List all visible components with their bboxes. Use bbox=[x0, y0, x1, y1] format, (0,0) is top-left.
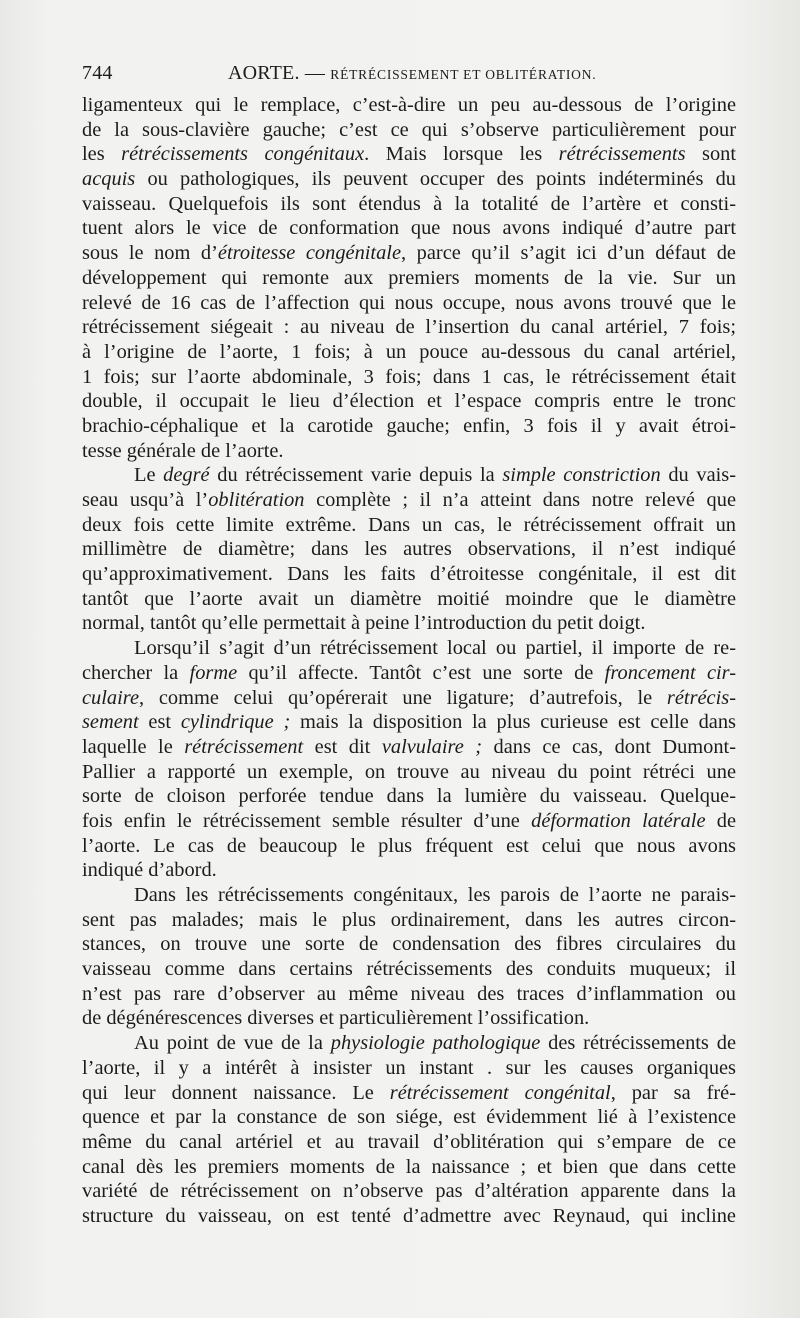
text-line bbox=[82, 389, 736, 414]
page-number: 744 bbox=[82, 62, 113, 84]
text-segment: qu’il affecte. Tantôt c’est une sorte de bbox=[237, 661, 605, 684]
text-segment: Pallier a rapporté un exemple, on trouve au niveau du point rétréci une bbox=[82, 760, 736, 783]
text-line bbox=[82, 957, 736, 982]
text-segment: développement qui remonte aux premiers moments de la vie. Sur un bbox=[82, 266, 736, 289]
text-segment: deux fois cette limite extrême. Dans un cas, le rétrécissement offrait un bbox=[82, 513, 736, 536]
text-segment: sont bbox=[685, 143, 736, 166]
text-line bbox=[82, 1031, 736, 1056]
text-line bbox=[82, 809, 736, 834]
italic-text: déformation latérale bbox=[531, 809, 706, 832]
text-segment: est bbox=[138, 711, 181, 734]
running-title: AORTE. bbox=[228, 62, 300, 84]
text-line bbox=[82, 908, 736, 933]
text-line bbox=[82, 414, 736, 439]
text-line bbox=[82, 241, 736, 266]
text-segment: Dans les rétrécissements congénitaux, les parois de l’aorte ne parais- bbox=[134, 884, 736, 906]
text-line bbox=[82, 562, 736, 587]
text-segment: qui leur donnent naissance. Le bbox=[82, 1081, 390, 1104]
text-line bbox=[82, 1179, 736, 1204]
text-segment: ou pathologiques, ils peuvent occuper des points indéterminés du bbox=[135, 168, 736, 191]
text-line bbox=[82, 266, 736, 291]
text-segment: quence et par la constance de son siége, est évidemment lié à l’existence bbox=[82, 1106, 736, 1129]
text-segment: seau usqu’à l’ bbox=[82, 489, 209, 511]
italic-text: étroitesse congénitale bbox=[217, 242, 402, 265]
text-line bbox=[82, 686, 736, 711]
text-segment: est dit bbox=[303, 735, 382, 758]
text-segment: vaisseau. Quelquefois ils sont étendus à la totalité de l’artère et consti- bbox=[82, 192, 736, 215]
text-segment: tantôt que l’aorte avait un diamètre moitié moindre que le diamètre bbox=[82, 587, 736, 610]
text-line bbox=[82, 439, 736, 464]
text-line bbox=[82, 118, 736, 143]
text-segment: de la sous-clavière gauche; c’est ce qui s’observe particulièrement pour bbox=[82, 118, 736, 141]
text-line bbox=[82, 735, 736, 760]
italic-text: acquis bbox=[82, 168, 136, 191]
text-segment: tuent alors le vice de conformation que nous avons indiqué d’autre part bbox=[82, 217, 736, 240]
text-line bbox=[82, 1204, 736, 1229]
text-line bbox=[82, 463, 736, 488]
text-segment: du rétrécissement varie depuis la bbox=[209, 464, 503, 487]
text-line bbox=[82, 587, 736, 612]
text-segment: Au point de vue de la bbox=[134, 1032, 331, 1055]
text-segment: structure du vaisseau, on est tenté d’admettre avec Reynaud, qui incline bbox=[82, 1204, 736, 1227]
italic-text: physiologie pathologique bbox=[330, 1032, 541, 1055]
text-segment: relevé de 16 cas de l’affection qui nous occupe, nous avons trouvé que le bbox=[82, 291, 736, 314]
italic-text: rétrécissements congénitaux bbox=[121, 143, 365, 166]
text-line bbox=[82, 858, 736, 883]
text-segment: n’est pas rare d’observer au même niveau des traces d’inflammation ou bbox=[82, 982, 736, 1005]
italic-text: simple constriction bbox=[502, 464, 661, 487]
text-line bbox=[82, 537, 736, 562]
italic-text: oblitération bbox=[208, 489, 305, 511]
text-segment: du vais- bbox=[660, 464, 737, 487]
text-segment: normal, tantôt qu’elle permettait à peine l’introduction du petit doigt. bbox=[82, 612, 646, 635]
text-line bbox=[82, 784, 736, 809]
text-segment: l’aorte, il y a intérêt à insister un instant . sur les causes organiques bbox=[82, 1056, 736, 1079]
text-segment: rétrécissement siégeait : au niveau de l’insertion du canal artériel, 7 fois; bbox=[82, 316, 736, 339]
text-line bbox=[82, 710, 736, 735]
text-segment: de bbox=[705, 809, 737, 832]
text-segment: sorte de cloison perforée tendue dans la lumière du vaisseau. Quelque- bbox=[82, 785, 736, 808]
italic-text: rétrécissement congénital bbox=[389, 1081, 611, 1104]
text-segment: canal dès les premiers moments de la naissance ; et bien que dans cette bbox=[82, 1155, 736, 1178]
text-line bbox=[82, 611, 736, 636]
running-subtitle: RÉTRÉCISSEMENT ET OBLITÉRATION. bbox=[330, 67, 597, 82]
text-segment: double, il occupait le lieu d’élection et l’espace compris entre le tronc bbox=[82, 390, 736, 413]
text-segment: variété de rétrécissement on n’observe pas d’altération apparente dans la bbox=[82, 1180, 736, 1203]
text-line bbox=[82, 1130, 736, 1155]
running-header bbox=[82, 58, 742, 88]
text-line bbox=[82, 216, 736, 241]
text-segment: Lorsqu’il s’agit d’un rétrécissement local ou partiel, il importe de re- bbox=[134, 637, 736, 660]
text-segment: , comme celui qu’opérerait une ligature; d’autrefois, le bbox=[139, 686, 667, 709]
text-segment: sous le nom d’ bbox=[82, 242, 218, 265]
italic-text: degré bbox=[163, 464, 210, 487]
text-line bbox=[82, 1056, 736, 1081]
text-segment: des rétrécissements de bbox=[540, 1032, 736, 1055]
text-segment: qu’approximativement. Dans les faits d’étroitesse congénitale, il est dit bbox=[82, 563, 736, 586]
text-segment: mais la disposition la plus curieuse est celle dans bbox=[290, 711, 736, 734]
text-line bbox=[82, 1155, 736, 1180]
text-line bbox=[82, 1006, 736, 1031]
italic-text: cylindrique ; bbox=[180, 711, 291, 734]
italic-text: sement bbox=[82, 711, 139, 734]
text-line bbox=[82, 883, 736, 908]
italic-text: valvulaire ; bbox=[381, 735, 483, 758]
text-segment: laquelle le bbox=[82, 735, 185, 758]
body-text bbox=[82, 93, 736, 1229]
text-segment: à l’origine de l’aorte, 1 fois; à un pouce au-dessous du canal artériel, bbox=[82, 340, 736, 363]
text-segment: , parce qu’il s’agit ici d’un défaut de bbox=[401, 242, 736, 265]
text-segment: même du canal artériel et au travail d’oblitération qui s’empare de ce bbox=[82, 1130, 736, 1153]
header-dash: — bbox=[304, 62, 326, 84]
text-segment: complète ; il n’a atteint dans notre relevé que bbox=[304, 489, 736, 511]
text-line bbox=[82, 760, 736, 785]
text-line bbox=[82, 932, 736, 957]
text-segment: l’aorte. Le cas de beaucoup le plus fréquent est celui que nous avons bbox=[82, 834, 736, 857]
text-line bbox=[82, 340, 736, 365]
text-segment: vaisseau comme dans certains rétrécissements des conduits muqueux; il bbox=[82, 958, 736, 981]
text-line bbox=[82, 982, 736, 1007]
italic-text: forme bbox=[189, 661, 238, 684]
text-line bbox=[82, 834, 736, 859]
text-line bbox=[82, 291, 736, 316]
text-segment: . Mais lorsque les bbox=[364, 143, 559, 166]
italic-text: rétrécissement bbox=[184, 735, 304, 758]
running-head bbox=[228, 58, 596, 90]
text-segment: stances, on trouve une sorte de condensation des fibres circulaires du bbox=[82, 933, 736, 956]
text-line bbox=[82, 315, 736, 340]
text-line bbox=[82, 636, 736, 661]
italic-text: rétrécissements bbox=[558, 143, 686, 166]
text-segment: tesse générale de l’aorte. bbox=[82, 439, 284, 462]
text-segment: 1 fois; sur l’aorte abdominale, 3 fois; dans 1 cas, le rétrécissement était bbox=[82, 365, 736, 388]
text-line bbox=[82, 167, 736, 192]
text-segment: Le bbox=[134, 464, 164, 487]
text-segment: les bbox=[82, 143, 122, 166]
text-segment: indiqué d’abord. bbox=[82, 859, 217, 882]
text-segment: ligamenteux qui le remplace, c’est-à-dire un peu au-dessous de l’origine bbox=[82, 94, 736, 116]
text-line bbox=[82, 93, 736, 118]
text-segment: chercher la bbox=[82, 661, 190, 684]
text-segment: millimètre de diamètre; dans les autres observations, il n’est indiqué bbox=[82, 538, 736, 561]
text-segment: , par sa fré- bbox=[610, 1081, 736, 1104]
text-line bbox=[82, 1105, 736, 1130]
text-line bbox=[82, 365, 736, 390]
text-line bbox=[82, 488, 736, 513]
text-segment: sent pas malades; mais le plus ordinairement, dans les autres circon- bbox=[82, 908, 736, 931]
text-line bbox=[82, 661, 736, 686]
text-segment: brachio-céphalique et la carotide gauche; enfin, 3 fois il y avait étroi- bbox=[82, 414, 736, 437]
italic-text: culaire bbox=[82, 686, 139, 709]
italic-text: froncement cir- bbox=[604, 661, 737, 684]
text-line bbox=[82, 1081, 736, 1106]
text-line bbox=[82, 142, 736, 167]
text-line bbox=[82, 513, 736, 538]
text-line bbox=[82, 192, 736, 217]
text-segment: dans ce cas, dont Dumont- bbox=[482, 735, 736, 758]
text-segment: de dégénérescences diverses et particulièrement l’ossification. bbox=[82, 1007, 590, 1030]
italic-text: rétrécis- bbox=[666, 686, 736, 709]
text-segment: fois enfin le rétrécissement semble résulter d’une bbox=[82, 809, 532, 832]
